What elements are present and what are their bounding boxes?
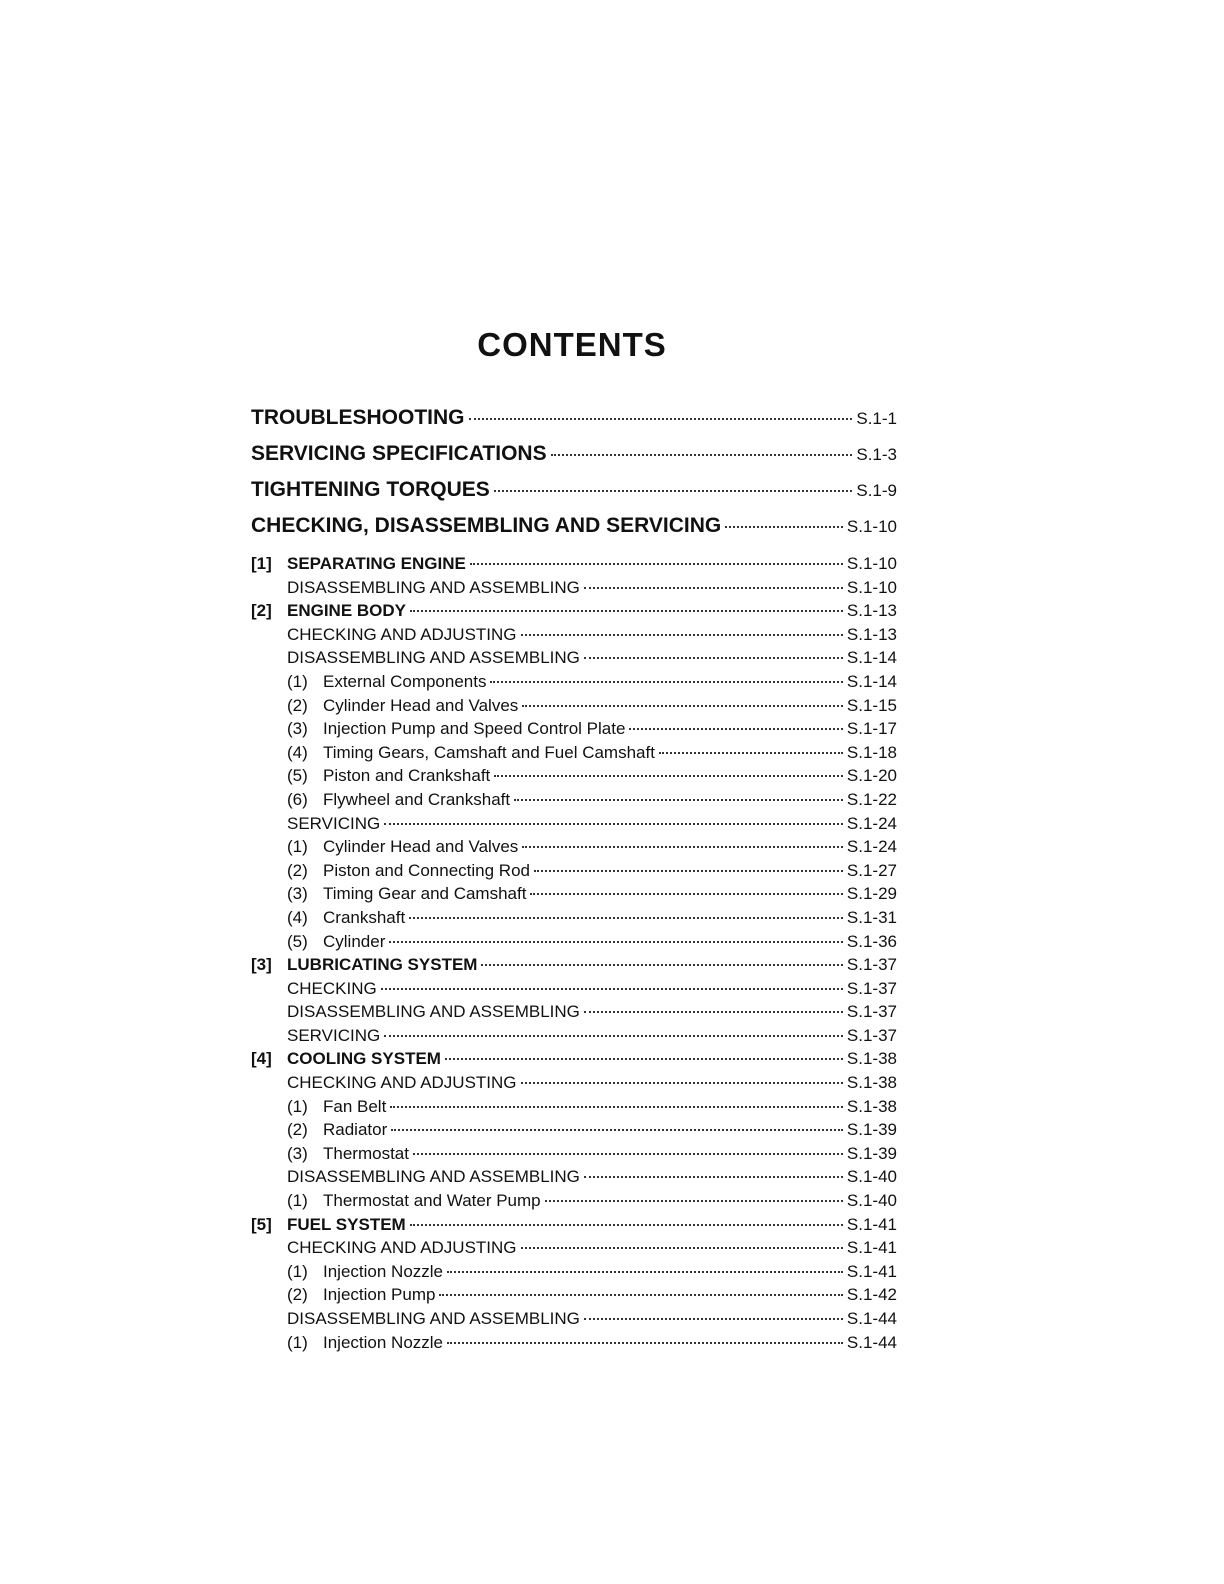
item-title: DISASSEMBLING AND ASSEMBLING bbox=[287, 1002, 580, 1022]
toc-subentry[interactable] bbox=[251, 1165, 897, 1189]
dot-leader bbox=[522, 705, 843, 707]
toc-entry-page: S.1-13 bbox=[846, 601, 897, 621]
toc-subsubentry[interactable] bbox=[251, 1260, 897, 1284]
dot-leader bbox=[584, 587, 843, 589]
dot-leader bbox=[384, 823, 843, 825]
dot-leader bbox=[447, 1342, 843, 1344]
item-title: DISASSEMBLING AND ASSEMBLING bbox=[287, 1167, 580, 1187]
toc-entry-page: S.1-14 bbox=[846, 671, 897, 691]
toc-section-1[interactable] bbox=[251, 552, 897, 576]
toc-entry-title: TROUBLESHOOTING bbox=[251, 406, 465, 429]
toc-entry-page: S.1-41 bbox=[846, 1261, 897, 1281]
toc-entry-page: S.1-38 bbox=[846, 1073, 897, 1093]
item-title: Fan Belt bbox=[323, 1096, 387, 1116]
item-index: (6) bbox=[287, 789, 308, 809]
dot-leader bbox=[514, 799, 843, 801]
toc-entry-page: S.1-39 bbox=[846, 1120, 897, 1140]
toc-entry-page: S.1-38 bbox=[846, 1096, 897, 1116]
item-title: CHECKING AND ADJUSTING bbox=[287, 1073, 517, 1093]
item-index: (3) bbox=[287, 884, 308, 904]
toc-entry-page: S.1-18 bbox=[846, 742, 897, 762]
toc-entry-page: S.1-37 bbox=[846, 978, 897, 998]
toc-entry-page: S.1-24 bbox=[846, 813, 897, 833]
dot-leader bbox=[584, 1318, 843, 1320]
toc-entry-page: S.1-10 bbox=[846, 517, 897, 536]
item-title: Thermostat bbox=[323, 1143, 409, 1163]
page-title: CONTENTS bbox=[477, 326, 667, 364]
toc-entry-page: S.1-44 bbox=[846, 1332, 897, 1352]
toc-subentry[interactable] bbox=[251, 812, 897, 836]
toc-entry-page: S.1-41 bbox=[846, 1238, 897, 1258]
toc-subsubentry[interactable] bbox=[251, 741, 897, 765]
toc-subentry[interactable] bbox=[251, 623, 897, 647]
dot-leader bbox=[469, 418, 853, 420]
toc-entry-page: S.1-27 bbox=[846, 860, 897, 880]
item-title: Injection Pump bbox=[323, 1285, 436, 1305]
toc-subsubentry[interactable] bbox=[251, 1142, 897, 1166]
toc-subsubentry[interactable] bbox=[251, 788, 897, 812]
toc-entry-title: TIGHTENING TORQUES bbox=[251, 478, 490, 501]
toc-entry-page: S.1-40 bbox=[846, 1191, 897, 1211]
toc-subentry[interactable] bbox=[251, 1236, 897, 1260]
toc-entry-label bbox=[287, 670, 486, 694]
section-title: ENGINE BODY bbox=[287, 601, 407, 621]
toc-subsubentry[interactable] bbox=[251, 1331, 897, 1355]
toc-entry-page: S.1-10 bbox=[846, 577, 897, 597]
toc-entry-page: S.1-22 bbox=[846, 789, 897, 809]
item-index: (2) bbox=[287, 1120, 308, 1140]
item-title: SERVICING bbox=[287, 813, 381, 833]
toc-entry-label bbox=[287, 741, 655, 765]
toc-entry-label bbox=[287, 906, 405, 930]
toc-subsubentry[interactable] bbox=[251, 1189, 897, 1213]
toc-section-4[interactable] bbox=[251, 1047, 897, 1071]
toc-entry-label bbox=[287, 788, 510, 812]
item-title: DISASSEMBLING AND ASSEMBLING bbox=[287, 1309, 580, 1328]
item-title: External Components bbox=[323, 671, 487, 691]
toc-entry-page: S.1-13 bbox=[846, 624, 897, 644]
toc-entry-page: S.1-14 bbox=[846, 648, 897, 668]
item-title: Thermostat and Water Pump bbox=[323, 1191, 541, 1211]
section-number: [5] bbox=[251, 1214, 272, 1234]
section-number: [3] bbox=[251, 955, 272, 975]
section-title: LUBRICATING SYSTEM bbox=[287, 955, 478, 975]
toc-entry-label bbox=[287, 694, 518, 718]
toc-entry-page: S.1-37 bbox=[846, 1002, 897, 1022]
item-index: (4) bbox=[287, 742, 308, 762]
toc-subentry[interactable] bbox=[251, 646, 897, 670]
toc-entry-page: S.1-1 bbox=[856, 409, 897, 428]
toc-subsubentry[interactable] bbox=[251, 717, 897, 741]
dot-leader bbox=[584, 657, 843, 659]
toc-subsubentry[interactable] bbox=[251, 930, 897, 954]
dot-leader bbox=[481, 964, 842, 966]
dot-leader bbox=[521, 1082, 843, 1084]
dot-leader bbox=[494, 775, 843, 777]
toc-section-3[interactable] bbox=[251, 953, 897, 977]
toc-section-label bbox=[251, 1047, 441, 1071]
toc-entry-page: S.1-3 bbox=[856, 445, 897, 464]
dot-leader bbox=[413, 1153, 843, 1155]
item-index: (1) bbox=[287, 1332, 308, 1352]
dot-leader bbox=[659, 752, 843, 754]
section-title: FUEL SYSTEM bbox=[287, 1214, 406, 1234]
item-title: DISASSEMBLING AND ASSEMBLING bbox=[287, 577, 580, 597]
toc-entry-page: S.1-29 bbox=[846, 884, 897, 904]
toc-section-label bbox=[251, 953, 477, 977]
item-index: (1) bbox=[287, 1261, 308, 1281]
dot-leader bbox=[530, 893, 842, 895]
toc-entry-page: S.1-37 bbox=[846, 955, 897, 975]
toc-subsubentry[interactable] bbox=[251, 859, 897, 883]
item-index: (1) bbox=[287, 1096, 308, 1116]
toc-entry-label bbox=[287, 1118, 387, 1142]
item-title: Cylinder bbox=[323, 931, 386, 951]
dot-leader bbox=[521, 1247, 843, 1249]
toc-entry-checking-disassembling-servicing[interactable] bbox=[251, 508, 897, 544]
item-index: (2) bbox=[287, 860, 308, 880]
toc-section-label bbox=[251, 599, 406, 623]
toc-entry-page: S.1-37 bbox=[846, 1025, 897, 1045]
toc-subentry[interactable] bbox=[251, 1000, 897, 1024]
dot-leader bbox=[545, 1200, 843, 1202]
toc-entry-page: S.1-42 bbox=[846, 1285, 897, 1305]
toc-entry-label bbox=[287, 1283, 435, 1307]
section-number: [4] bbox=[251, 1049, 272, 1069]
item-title: CHECKING AND ADJUSTING bbox=[287, 624, 517, 644]
dot-leader bbox=[522, 846, 843, 848]
toc-entry-label bbox=[287, 835, 518, 859]
item-title: Flywheel and Crankshaft bbox=[323, 789, 511, 809]
dot-leader bbox=[629, 728, 842, 730]
dot-leader bbox=[390, 1106, 843, 1108]
toc-entry-page: S.1-38 bbox=[846, 1049, 897, 1069]
item-title: DISASSEMBLING AND ASSEMBLING bbox=[287, 648, 580, 668]
dot-leader bbox=[445, 1058, 843, 1060]
toc-entry-page: S.1-41 bbox=[846, 1214, 897, 1234]
toc-subsubentry[interactable] bbox=[251, 882, 897, 906]
item-title: Radiator bbox=[323, 1120, 388, 1140]
toc-entry-page: S.1-24 bbox=[846, 837, 897, 857]
toc-entry-label bbox=[287, 1142, 409, 1166]
section-number: [2] bbox=[251, 601, 272, 621]
toc-entry-label bbox=[287, 764, 490, 788]
table-of-contents bbox=[251, 400, 897, 1354]
item-index: (5) bbox=[287, 766, 308, 786]
dot-leader bbox=[494, 490, 853, 492]
toc-subsubentry[interactable] bbox=[251, 670, 897, 694]
toc-entry-title: SERVICING SPECIFICATIONS bbox=[251, 442, 547, 465]
dot-leader bbox=[551, 454, 853, 456]
item-index: (3) bbox=[287, 719, 308, 739]
item-title: Piston and Crankshaft bbox=[323, 766, 491, 786]
toc-subsubentry[interactable] bbox=[251, 1095, 897, 1119]
item-index: (3) bbox=[287, 1143, 308, 1163]
item-index: (1) bbox=[287, 837, 308, 857]
toc-entry-page: S.1-31 bbox=[846, 907, 897, 927]
toc-entry-troubleshooting[interactable] bbox=[251, 400, 897, 436]
toc-entry-page: S.1-10 bbox=[846, 554, 897, 573]
toc-entry-page: S.1-20 bbox=[846, 766, 897, 786]
section-title: SEPARATING ENGINE bbox=[287, 554, 466, 573]
spacer bbox=[251, 544, 897, 552]
section-title: COOLING SYSTEM bbox=[287, 1049, 441, 1069]
dot-leader bbox=[410, 610, 843, 612]
toc-entry-page: S.1-17 bbox=[846, 719, 897, 739]
toc-entry-servicing-specifications[interactable] bbox=[251, 436, 897, 472]
item-title: Crankshaft bbox=[323, 907, 406, 927]
dot-leader bbox=[439, 1294, 842, 1296]
dot-leader bbox=[490, 681, 842, 683]
item-title: Timing Gears, Camshaft and Fuel Camshaft bbox=[323, 742, 655, 762]
toc-subentry[interactable] bbox=[251, 1024, 897, 1048]
toc-subsubentry[interactable] bbox=[251, 1118, 897, 1142]
dot-leader bbox=[470, 563, 843, 565]
item-index: (2) bbox=[287, 1285, 308, 1305]
item-title: Injection Nozzle bbox=[323, 1332, 444, 1352]
toc-entry-page: S.1-40 bbox=[846, 1167, 897, 1187]
dot-leader bbox=[381, 988, 843, 990]
dot-leader bbox=[521, 634, 843, 636]
dot-leader bbox=[447, 1271, 843, 1273]
item-title: SERVICING bbox=[287, 1025, 381, 1045]
dot-leader bbox=[534, 870, 843, 872]
dot-leader bbox=[725, 526, 843, 528]
toc-entry-label bbox=[287, 859, 530, 883]
item-title: Injection Nozzle bbox=[323, 1261, 444, 1281]
toc-section-2[interactable] bbox=[251, 599, 897, 623]
toc-entry-page: S.1-9 bbox=[856, 481, 897, 500]
dot-leader bbox=[389, 941, 843, 943]
item-index: (5) bbox=[287, 931, 308, 951]
toc-subsubentry[interactable] bbox=[251, 764, 897, 788]
toc-subentry[interactable] bbox=[251, 1071, 897, 1095]
toc-subsubentry[interactable] bbox=[251, 906, 897, 930]
dot-leader bbox=[584, 1011, 843, 1013]
toc-subentry[interactable] bbox=[251, 1307, 897, 1331]
toc-subentry[interactable] bbox=[251, 977, 897, 1001]
item-title: CHECKING bbox=[287, 978, 377, 998]
toc-entry-label bbox=[287, 1095, 386, 1119]
item-index: (4) bbox=[287, 907, 308, 927]
toc-entry-page: S.1-15 bbox=[846, 695, 897, 715]
dot-leader bbox=[384, 1035, 843, 1037]
toc-section-label bbox=[251, 1213, 406, 1237]
item-title: CHECKING AND ADJUSTING bbox=[287, 1238, 517, 1258]
toc-subentry[interactable] bbox=[251, 576, 897, 600]
item-index: (2) bbox=[287, 695, 308, 715]
item-title: Timing Gear and Camshaft bbox=[323, 884, 527, 904]
item-index: (1) bbox=[287, 1191, 308, 1211]
toc-entry-label bbox=[287, 930, 385, 954]
toc-entry-label bbox=[287, 1260, 443, 1284]
item-index: (1) bbox=[287, 671, 308, 691]
toc-subsubentry[interactable] bbox=[251, 835, 897, 859]
toc-entry-page: S.1-39 bbox=[846, 1143, 897, 1163]
toc-entry-label bbox=[287, 1331, 443, 1355]
toc-entry-label bbox=[287, 1189, 541, 1213]
dot-leader bbox=[584, 1176, 843, 1178]
toc-entry-page: S.1-36 bbox=[846, 931, 897, 951]
toc-subsubentry[interactable] bbox=[251, 694, 897, 718]
item-title: Piston and Connecting Rod bbox=[323, 860, 530, 880]
toc-entry-tightening-torques[interactable] bbox=[251, 472, 897, 508]
dot-leader bbox=[409, 917, 843, 919]
toc-entry-label bbox=[287, 717, 625, 741]
item-title: Cylinder Head and Valves bbox=[323, 695, 519, 715]
toc-entry-title: CHECKING, DISASSEMBLING AND SERVICING bbox=[251, 514, 722, 537]
item-title: Injection Pump and Speed Control Plate bbox=[323, 719, 626, 739]
toc-section-5[interactable] bbox=[251, 1213, 897, 1237]
dot-leader bbox=[391, 1129, 843, 1131]
item-title: Cylinder Head and Valves bbox=[323, 837, 519, 857]
toc-sections bbox=[251, 552, 897, 1354]
toc-section-label bbox=[251, 552, 466, 576]
section-number: [1] bbox=[251, 554, 272, 573]
toc-entry-page: S.1-44 bbox=[846, 1309, 897, 1328]
toc-entry-label bbox=[287, 882, 526, 906]
dot-leader bbox=[410, 1224, 843, 1226]
toc-subsubentry[interactable] bbox=[251, 1283, 897, 1307]
